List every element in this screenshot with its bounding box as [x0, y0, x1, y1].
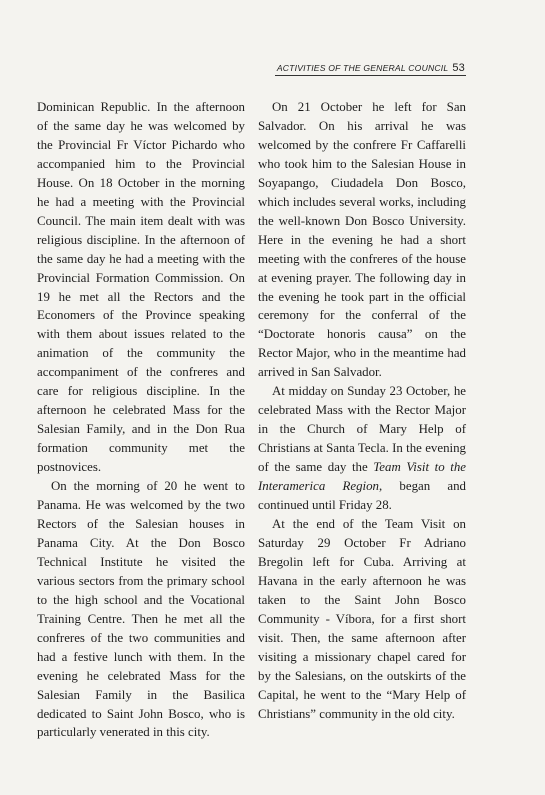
paragraph-text: , began and continued until Friday 28. [258, 479, 466, 513]
italic-title: Team Visit to the Interamerica Region [258, 460, 466, 494]
right-column [258, 98, 466, 723]
page-number: 53 [452, 62, 465, 74]
left-column [37, 98, 245, 742]
running-header [275, 62, 465, 74]
paragraph [258, 382, 466, 515]
paragraph-text: At midday on Sunday 23 October, he celebrated Mass with the Rector Major in the Church of Mary Help of Christians at Santa Tecla. In the evening of the same day the [258, 384, 466, 475]
paragraph: On the morning of 20 he went to Panama. He was welcomed by the two Rectors of the Salesian houses in Panama City. At the Don Bosco Technical Institute he visited the various sectors from the primary school to the high school and the Vocational Training Centre. Then he met all the confreres of the two communities and had a festive lunch with them. In the evening he celebrated Mass for the Salesian Family in the Basilica dedicated to Saint John Bosco, who is particularly venerated in this city. [37, 479, 245, 740]
paragraph: On 21 October he left for San Salvador. On his arrival he was welcomed by the confrere Fr Caffarelli who took him to the Salesian House in Soyapango, Ciudadela Don Bosco, which includes several works, including the well-known Don Bosco University. Here in the evening he had a short meeting with the confreres of the house at evening prayer. The following day in the evening he took part in the official ceremony for the conferral of the “Doctorate honoris causa” on the Rector Major, who in the meantime had arrived in San Salvador. [258, 100, 466, 380]
paragraph: At the end of the Team Visit on Saturday 29 October Fr Adriano Bregolin left for Cuba. Arriving at Havana in the early afternoon he was taken to the Saint John Bosco Community - Víbora, for a first short visit. Then, the same afternoon after visiting a missionary chapel cared for by the Salesians, on the outskirts of the Capital, he went to the “Mary Help of Christians” community in the old city. [258, 516, 466, 721]
running-title: ACTIVITIES OF THE GENERAL COUNCIL [276, 63, 449, 73]
paragraph: Dominican Republic. In the afternoon of the same day he was welcomed by the Provincial Fr Víctor Pichardo who accompanied him to the Provincial House. On 18 October in the morning he had a meeting with the Provincial Council. The main item dealt with was religious discipline. In the afternoon of the same day he had a meeting with the Provincial Formation Commission. On 19 he met all the Rectors and the Economers of the Province speaking with them about issues related to the animation of the community the accompaniment of the confreres and care for religious discipline. In the afternoon he celebrated Mass for the Salesian Family, and in the Don Rua formation community met the postnovices. [37, 100, 245, 475]
header-rule [275, 75, 466, 76]
